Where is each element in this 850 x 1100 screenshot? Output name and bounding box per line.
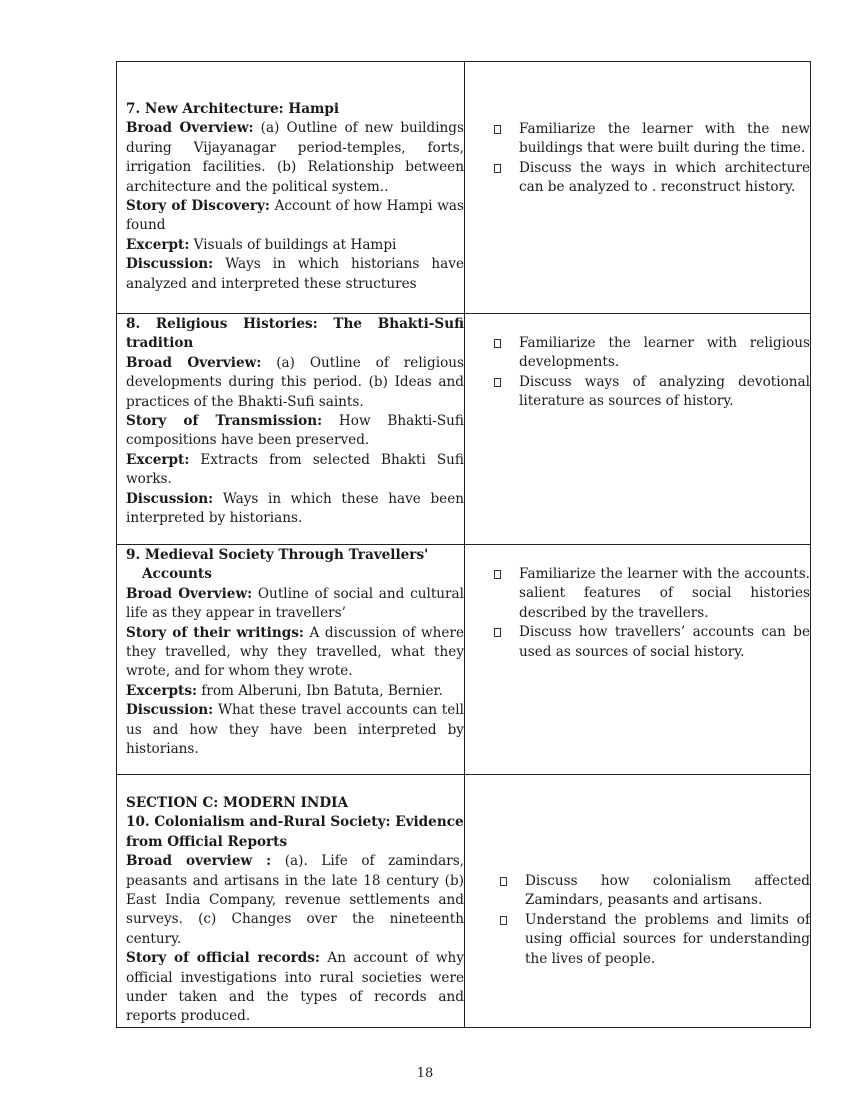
section-heading: SECTION C: MODERN INDIA bbox=[126, 795, 349, 811]
objectives-cell bbox=[465, 545, 811, 775]
list-item: Familiarize the learner with the accounts. salient features of social histories described by the travellers. bbox=[494, 565, 810, 623]
unit-title: 9. Medieval Society Through Travellers' bbox=[126, 547, 429, 563]
unit-title: 7. New Architecture: Hampi bbox=[126, 101, 340, 117]
content-cell bbox=[117, 314, 465, 545]
bullet-box-icon bbox=[494, 125, 501, 134]
content-paragraph: Excerpt: Extracts from selected Bhakti Sufi works. bbox=[126, 451, 464, 488]
table-row bbox=[117, 775, 811, 1028]
table-row bbox=[117, 545, 811, 775]
content-cell bbox=[117, 545, 465, 775]
list-item: Familiarize the learner with religious developments. bbox=[494, 334, 810, 373]
list-item: Discuss how colonialism affected Zamindars, peasants and artisans. bbox=[500, 872, 810, 911]
list-item: Discuss how travellers’ accounts can be used as sources of social history. bbox=[494, 623, 810, 662]
table-row bbox=[117, 314, 811, 545]
content-paragraph: Broad overview : (a). Life of zamindars, peasants and artisans in the late 18 century (b) East India Company, revenue settlements and surveys. (c) Changes over the nineteenth century. bbox=[126, 853, 464, 947]
content-paragraph: Story of their writings: A discussion of where they travelled, why they travelled, what they wrote, and for whom they wrote. bbox=[126, 624, 464, 680]
list-item: Discuss the ways in which architecture can be analyzed to . reconstruct history. bbox=[494, 159, 810, 198]
objectives-cell bbox=[465, 314, 811, 545]
content-paragraph: Story of Discovery: Account of how Hampi was found bbox=[126, 198, 464, 234]
list-item: Familiarize the learner with the new buildings that were built during the time. bbox=[494, 120, 810, 159]
page-number: 18 bbox=[416, 1066, 434, 1081]
objectives-cell bbox=[465, 775, 811, 1028]
syllabus-table bbox=[116, 61, 811, 1028]
bullet-box-icon bbox=[500, 877, 507, 886]
content-paragraph: Broad Overview: (a) Outline of new buildings during Vijayanagar period-temples, forts, irrigation facilities. (b) Relationship between architecture and the political system.. bbox=[126, 120, 464, 195]
content-paragraph: Broad Overview: Outline of social and cultural life as they appear in travellers’ bbox=[126, 585, 464, 622]
bullet-box-icon bbox=[494, 570, 501, 579]
unit-title: 8. Religious Histories: The Bhakti-Sufi tradition bbox=[126, 316, 464, 352]
bullet-box-icon bbox=[494, 339, 501, 348]
bullet-box-icon bbox=[494, 164, 501, 173]
content-paragraph: Discussion: What these travel accounts can tell us and how they have been interpreted by historians. bbox=[126, 702, 464, 758]
bullet-box-icon bbox=[494, 628, 501, 637]
content-paragraph: Discussion: Ways in which historians have analyzed and interpreted these structures bbox=[126, 256, 464, 292]
bullet-box-icon bbox=[500, 916, 507, 925]
content-cell bbox=[117, 775, 465, 1028]
content-paragraph: Story of Transmission: How Bhakti-Sufi compositions have been preserved. bbox=[126, 413, 464, 449]
content-paragraph: Excerpts: from Alberuni, Ibn Batuta, Bernier. bbox=[126, 682, 443, 699]
table-row bbox=[117, 62, 811, 314]
unit-title: 10. Colonialism and-Rural Society: Evidence from Official Reports bbox=[126, 814, 464, 850]
objectives-cell bbox=[465, 62, 811, 314]
unit-title-continued: Accounts bbox=[142, 566, 212, 583]
bullet-box-icon bbox=[494, 378, 501, 387]
content-paragraph: Story of official records: An account of why official investigations into rural societies were under taken and the types of records and reports produced. bbox=[126, 950, 464, 1025]
content-cell bbox=[117, 62, 465, 314]
content-paragraph: Broad Overview: (a) Outline of religious developments during this period. (b) Ideas and practices of the Bhakti-Sufi saints. bbox=[126, 354, 464, 410]
content-paragraph: Discussion: Ways in which these have been interpreted by historians. bbox=[126, 490, 464, 527]
content-paragraph: Excerpt: Visuals of buildings at Hampi bbox=[126, 236, 397, 253]
list-item: Discuss ways of analyzing devotional literature as sources of history. bbox=[494, 373, 810, 412]
list-item: Understand the problems and limits of using official sources for understanding the lives of people. bbox=[500, 911, 810, 969]
